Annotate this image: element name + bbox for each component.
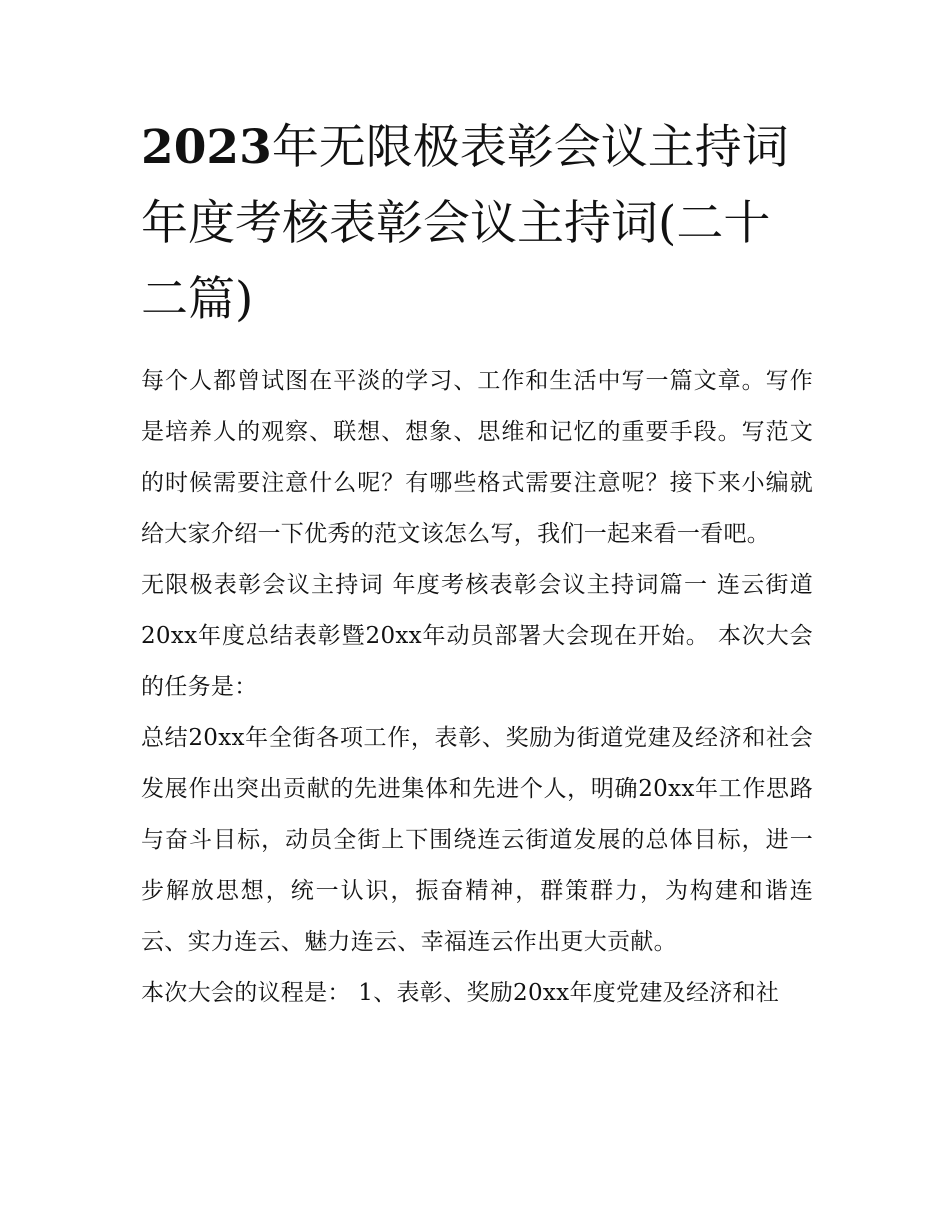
title-text: 年无限极表彰会议主持词年度考核表彰会议主持词(二十二篇) xyxy=(141,120,789,327)
document-title xyxy=(141,110,813,338)
document-page xyxy=(141,110,813,1019)
title-year: 2023 xyxy=(141,120,272,175)
paragraph-opening: 无限极表彰会议主持词 年度考核表彰会议主持词篇一 连云街道20xx年度总结表彰暨20xx年动员部署大会现在开始。 本次大会的任务是： xyxy=(141,572,813,700)
paragraph-task: 总结20xx年全街各项工作，表彰、奖励为街道党建及经济和社会发展作出突出贡献的先进集体和先进个人，明确20xx年工作思路与奋斗目标，动员全街上下围绕连云街道发展的总体目标，进一步解放思想，统一认识，振奋精神，群策群力，为构建和谐连云、实力连云、魅力连云、幸福连云作出更大贡献。 xyxy=(141,725,813,955)
paragraph-intro: 每个人都曾试图在平淡的学习、工作和生活中写一篇文章。写作是培养人的观察、联想、想象、思维和记忆的重要手段。写范文的时候需要注意什么呢？有哪些格式需要注意呢？接下来小编就给大家介绍一下优秀的范文该怎么写，我们一起来看一看吧。 xyxy=(141,368,813,547)
paragraph-agenda: 本次大会的议程是： 1、表彰、奖励20xx年度党建及经济和社 xyxy=(141,980,780,1006)
